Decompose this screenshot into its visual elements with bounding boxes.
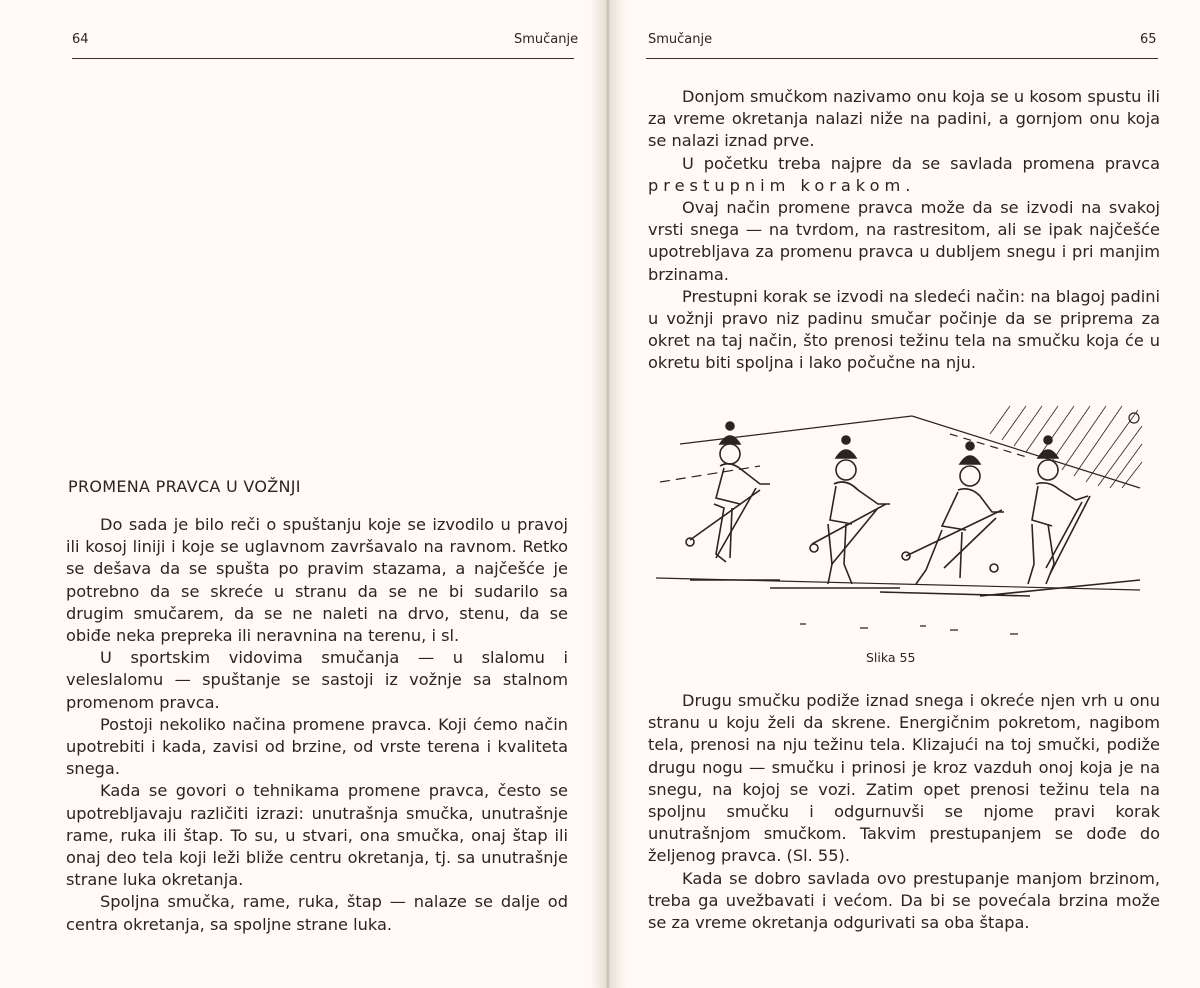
paragraph: Ovaj način promene pravca može da se izvodi na svakoj vrsti snega — na tvrdom, na rastresitom, ali se ipak najčešće upotrebljava za promenu pravca u dubljem snegu i pri manjim brzinama. [648, 198, 1160, 284]
hatched-slope [990, 406, 1142, 488]
paragraph: Do sada je bilo reči o spuštanju koje se izvodilo u pravoj ili kosoj liniji i koje se uglavnom završavalo na ravnom. Retko se dešava da se spušta po pravim stazama, a najčešće je potrebno da se skreće u stranu da se ne bi sudarilo sa drugim smučarem, da se ne naleti na drvo, stenu, da se obiđe neka prepreka ili neravnina na terenu, i sl. [66, 515, 568, 646]
paragraph: Postoji nekoliko načina promene pravca. Koji ćemo način upotrebiti i kada, zavisi od brzine, od vrste terena i kvaliteta snega. [66, 714, 568, 779]
skier-illustration [650, 404, 1150, 642]
sun-icon [1129, 413, 1139, 423]
paragraph: Donjom smučkom nazivamo onu koja se u kosom spustu ili za vreme okretanja nalazi niže na padini, a gornjom onu koja se nalazi iznad prve. [648, 87, 1160, 151]
header-rule-left [72, 58, 574, 59]
snow-marks [800, 624, 1018, 634]
running-head-right: Smučanje [648, 32, 713, 47]
paragraph: Kada se dobro savlada ovo prestupanje manjom brzinom, treba ga uvežbavati i većom. Da bi se povećala brzina može se za vreme okretanja odgurivati sa oba štapa. [648, 868, 1160, 933]
spaced-term: prestupnim korakom [648, 175, 906, 195]
paragraph [648, 153, 1160, 197]
skier-figure [770, 436, 900, 588]
skier-figure [880, 442, 1030, 596]
paragraph: Spoljna smučka, rame, ruka, štap — nalaze se dalje od centra okretanja, sa spoljne strane luka. [66, 892, 568, 934]
running-head-left: Smučanje [514, 32, 579, 47]
paragraph: Kada se govori o tehnikama promene pravca, često se upotrebljavaju različiti izrazi: unutrašnja smučka, unutrašnje rame, ruka ili štap. To su, u stvari, ona smučka, onaj štap ili onaj deo tela koji leži bliže centru okretanja, tj. sa unutrašnje strane luka okretanja. [66, 781, 568, 890]
paragraph: Drugu smučku podiže iznad snega i okreće njen vrh u onu stranu u koju želi da skrene. Energičnim pokretom, nagibom tela, prenosi na nju težinu tela. Klizajući na toj smučki, podiže drugu nogu — smučku i prinosi je kroz vazduh onoj koja je na snegu, na kojoj se vozi. Zatim opet prenosi težinu tela na spoljnu smučku i odgurnuvši se njome pravi korak unutrašnjom smučkom. Takvim prestupanjem se dođe do željenog pravca. (Sl. 55). [648, 691, 1160, 866]
right-body-text-top [648, 86, 1160, 375]
right-body-text-bottom [648, 690, 1160, 934]
hill-line [680, 416, 912, 444]
paragraph-end: . [905, 175, 911, 195]
page-number-left: 64 [72, 32, 89, 47]
skier-figure [980, 436, 1140, 596]
paragraph: U sportskim vidovima smučanja — u slalomu i veleslalomu — spuštanje se sastoji iz vožnje sa stalnom promenom pravca. [66, 648, 568, 712]
header-rule-right [646, 58, 1158, 59]
hill-line [950, 434, 1030, 458]
paragraph: Prestupni korak se izvodi na sledeći način: na blagoj padini u vožnji pravo niz padinu smučar počinje da se priprema za okret na taj način, što prenosi težinu tela na smučku koja će u okretu biti spoljna i lako počučne na nju. [648, 286, 1160, 373]
figure-caption: Slika 55 [866, 650, 916, 665]
paragraph-lead: U početku treba najpre da se savlada promena pravca [682, 153, 1160, 173]
left-body-text [66, 514, 568, 936]
skier-figure [686, 422, 780, 580]
page-number-right: 65 [1140, 32, 1157, 47]
section-title: PROMENA PRAVCA U VOŽNJI [68, 477, 301, 496]
book-gutter [590, 0, 626, 988]
hill-line [660, 466, 760, 482]
